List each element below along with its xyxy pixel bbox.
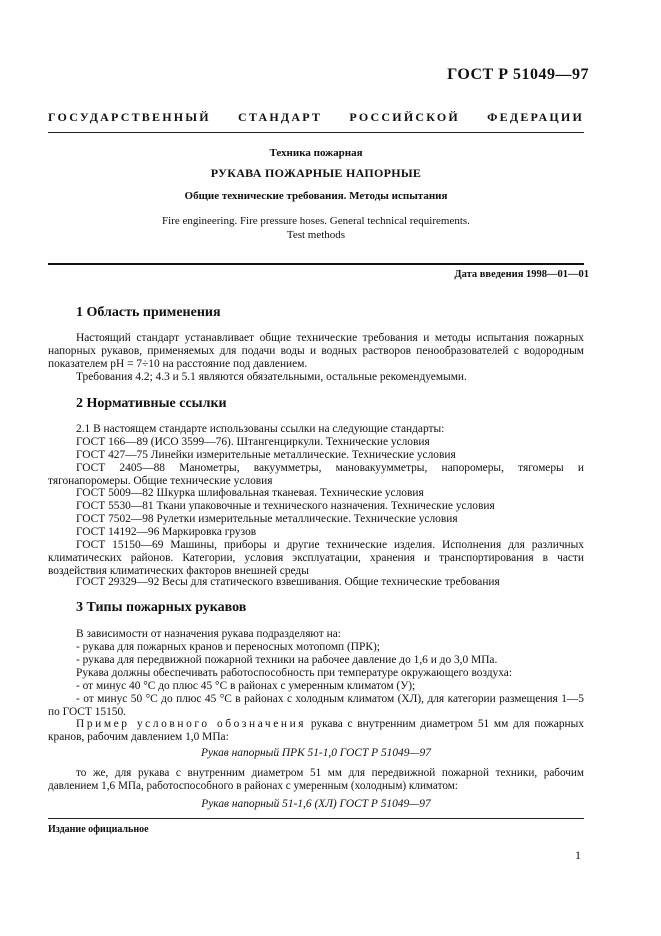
reference-item: ГОСТ 7502—98 Рулетки измерительные металлические. Технические условия <box>76 513 458 525</box>
reference-item: ГОСТ 427—75 Линейки измерительные металлические. Технические условия <box>76 449 456 461</box>
document-title: РУКАВА ПОЖАРНЫЕ НАПОРНЫЕ <box>210 166 422 180</box>
section3-line: - от минус 40 °С до плюс 45 °С в районах с умеренным климатом (У); <box>76 680 416 692</box>
section3-line: - рукава для пожарных кранов и переносных мотопомп (ПРК); <box>76 641 380 653</box>
example-label: Пример условного обозначения <box>76 718 307 730</box>
section3-paragraph: - от минус 50 °С до плюс 45 °С в районах с холодным климатом (ХЛ), для категории размещения 1—5 по ГОСТ 15150. <box>48 693 584 719</box>
section2-intro: 2.1 В настоящем стандарте использованы ссылки на следующие стандарты: <box>76 423 445 435</box>
designation-example-1: Рукав напорный ПРК 51-1,0 ГОСТ Р 51049—97 <box>201 747 431 759</box>
section3-heading: 3 Типы пожарных рукавов <box>76 600 247 615</box>
section1-heading: 1 Область применения <box>76 305 221 320</box>
section1-paragraph1: Настоящий стандарт устанавливает общие технические требования и методы испытания пожарных напорных рукавов, применяемых для подачи воды и водных растворов пенообразователей с водородным показателем рН = 7÷10 на расстояние под давлением. <box>48 332 584 371</box>
section2-heading: 2 Нормативные ссылки <box>76 396 227 411</box>
state-standard-banner: ГОСУДАРСТВЕННЫЙ СТАНДАРТ РОССИЙСКОЙ ФЕДЕРАЦИИ <box>48 110 584 124</box>
section3-line: - рукава для передвижной пожарной техники на рабочее давление до 1,6 и до 3,0 МПа. <box>76 654 498 666</box>
reference-item: ГОСТ 5009—82 Шкурка шлифовальная тканевая. Технические условия <box>76 487 424 499</box>
section3-line: В зависимости от назначения рукава подразделяют на: <box>76 628 341 640</box>
page-number: 1 <box>575 848 581 862</box>
reference-item: ГОСТ 14192—96 Маркировка грузов <box>76 526 257 538</box>
example-paragraph <box>48 718 584 744</box>
document-subtitle: Общие технические требования. Методы испытания <box>184 190 448 202</box>
official-edition-label: Издание официальное <box>48 824 149 835</box>
english-title-line2: Test methods <box>286 229 346 241</box>
field-title: Техника пожарная <box>269 147 363 159</box>
section3-line: Рукава должны обеспечивать работоспособность при температуре окружающего воздуха: <box>76 667 512 679</box>
section1-paragraph2: Требования 4.2; 4.3 и 5.1 являются обязательными, остальные рекомендуемыми. <box>76 371 467 383</box>
reference-item: ГОСТ 166—89 (ИСО 3599—76). Штангенциркули. Технические условия <box>76 436 430 448</box>
reference-item: ГОСТ 29329—92 Весы для статического взвешивания. Общие технические требования <box>76 576 500 588</box>
example-text: рукава с внутренним диаметром 51 мм для пожарных кранов, рабочим давлением 1,0 МПа: <box>48 718 584 744</box>
introduction-date: Дата введения 1998—01—01 <box>454 269 589 280</box>
top-divider <box>48 132 584 133</box>
same-paragraph: то же, для рукава с внутренним диаметром 51 мм для передвижной пожарной техники, рабочим давлением 1,6 МПа, работоспособного в районах с умеренным (холодным) климатом: <box>48 767 584 793</box>
english-title <box>48 214 584 242</box>
title-divider <box>48 263 584 265</box>
reference-item: ГОСТ 2405—88 Манометры, вакуумметры, мановакуумметры, напоромеры, тягомеры и тягонапоромеры. Общие технические условия <box>48 462 584 488</box>
reference-item: ГОСТ 5530—81 Ткани упаковочные и технического назначения. Технические условия <box>76 500 495 512</box>
english-title-line1: Fire engineering. Fire pressure hoses. General technical requirements. <box>162 215 470 227</box>
reference-item: ГОСТ 15150—69 Машины, приборы и другие технические изделия. Исполнения для различных климатических районов. Категории, условия эксплуатации, хранения и транспортирования в части воздействия климатических факторов внешней среды <box>48 539 584 578</box>
designation-example-2: Рукав напорный 51-1,6 (ХЛ) ГОСТ Р 51049—97 <box>201 798 431 810</box>
document-code: ГОСТ Р 51049—97 <box>447 66 589 83</box>
footer-divider <box>48 818 584 819</box>
